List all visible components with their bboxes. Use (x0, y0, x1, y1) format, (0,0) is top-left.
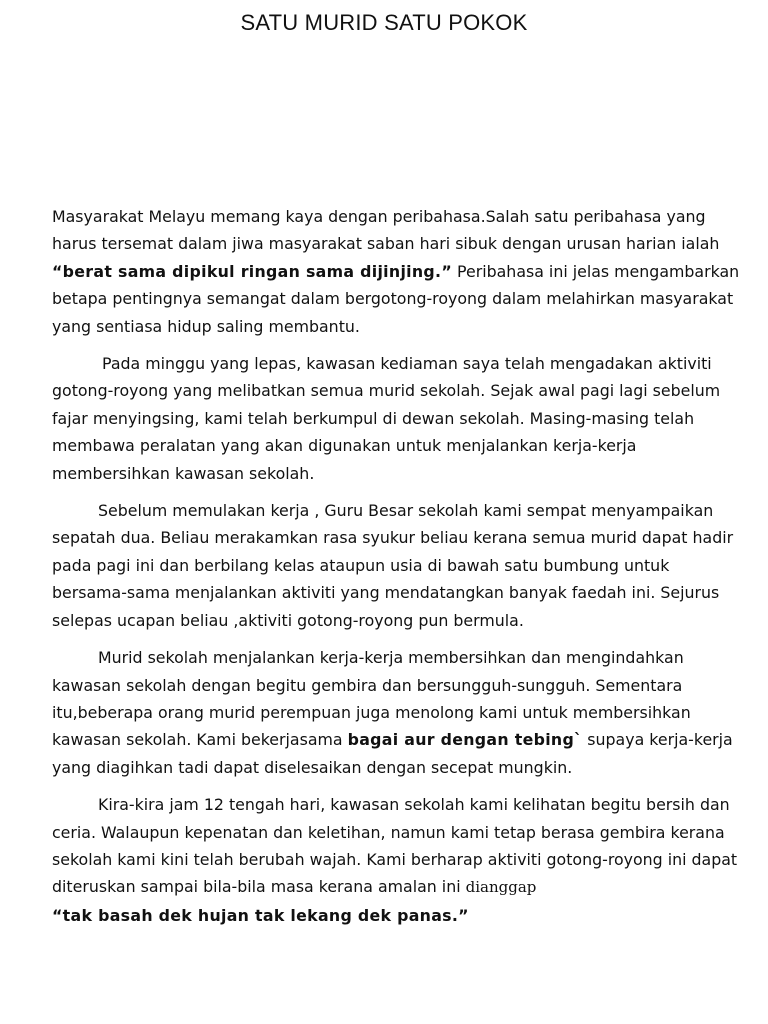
paragraph-4-text-before: Murid sekolah menjalankan kerja-kerja membersihkan dan mengindahkan kawasan sekolah dengan begitu gembira dan bersungguh-sungguh. Sementara itu,beberapa orang murid perempuan juga menolong kami untuk membersihkan kawasan sekolah. Kami bekerjasama (52, 648, 691, 750)
paragraph-1 (52, 203, 742, 340)
proverb-quote-3: “tak basah dek hujan tak lekang dek panas.” (52, 905, 469, 925)
proverb-quote-1: “berat sama dipikul ringan sama dijinjing.” (52, 261, 453, 281)
paragraph-4 (52, 644, 742, 781)
paragraph-3: Sebelum memulakan kerja , Guru Besar sekolah kami sempat menyampaikan sepatah dua. Beliau merakamkan rasa syukur beliau kerana semua murid dapat hadir pada pagi ini dan berbilang kelas ataupun usia di bawah satu bumbung untuk bersama-sama menjalankan aktiviti yang mendatangkan banyak faedah ini. Sejurus selepas ucapan beliau ,aktiviti gotong-royong pun bermula. (52, 501, 734, 630)
paragraph-1-text-after: Peribahasa ini jelas mengambarkan betapa pentingnya semangat dalam bergotong-royong dalam melahirkan masyarakat yang sentiasa hidup saling membantu. (52, 261, 740, 336)
paragraph-4-text-after: supaya kerja-kerja yang diagihkan tadi dapat diselesaikan dengan secepat mungkin. (52, 730, 733, 777)
page-title: SATU MURID SATU POKOK (240, 10, 528, 35)
paragraph-2: Pada minggu yang lepas, kawasan kediaman saya telah mengadakan aktiviti gotong-royong yang melibatkan semua murid sekolah. Sejak awal pagi lagi sebelum fajar menyingsing, kami telah berkumpul di dewan sekolah. Masing-masing telah membawa peralatan yang akan digunakan untuk menjalankan kerja-kerja membersihkan kawasan sekolah. (52, 354, 721, 483)
paragraph-5-serif-word: dianggap (465, 878, 537, 897)
essay-body (52, 203, 742, 939)
paragraph-5-text-before: Kira-kira jam 12 tengah hari, kawasan sekolah kami kelihatan begitu bersih dan ceria. Walaupun kepenatan dan keletihan, namun kami tetap berasa gembira kerana sekolah kami kini telah berubah wajah. Kami berharap aktiviti gotong-royong ini dapat diteruskan sampai bila-bila masa kerana amalan ini (52, 795, 738, 897)
paragraph-1-text-before: Masyarakat Melayu memang kaya dengan peribahasa.Salah satu peribahasa yang harus tersemat dalam jiwa masyarakat saban hari sibuk dengan urusan harian ialah (52, 207, 720, 254)
proverb-quote-2: bagai aur dengan tebing` (347, 730, 583, 750)
paragraph-5 (52, 791, 742, 929)
